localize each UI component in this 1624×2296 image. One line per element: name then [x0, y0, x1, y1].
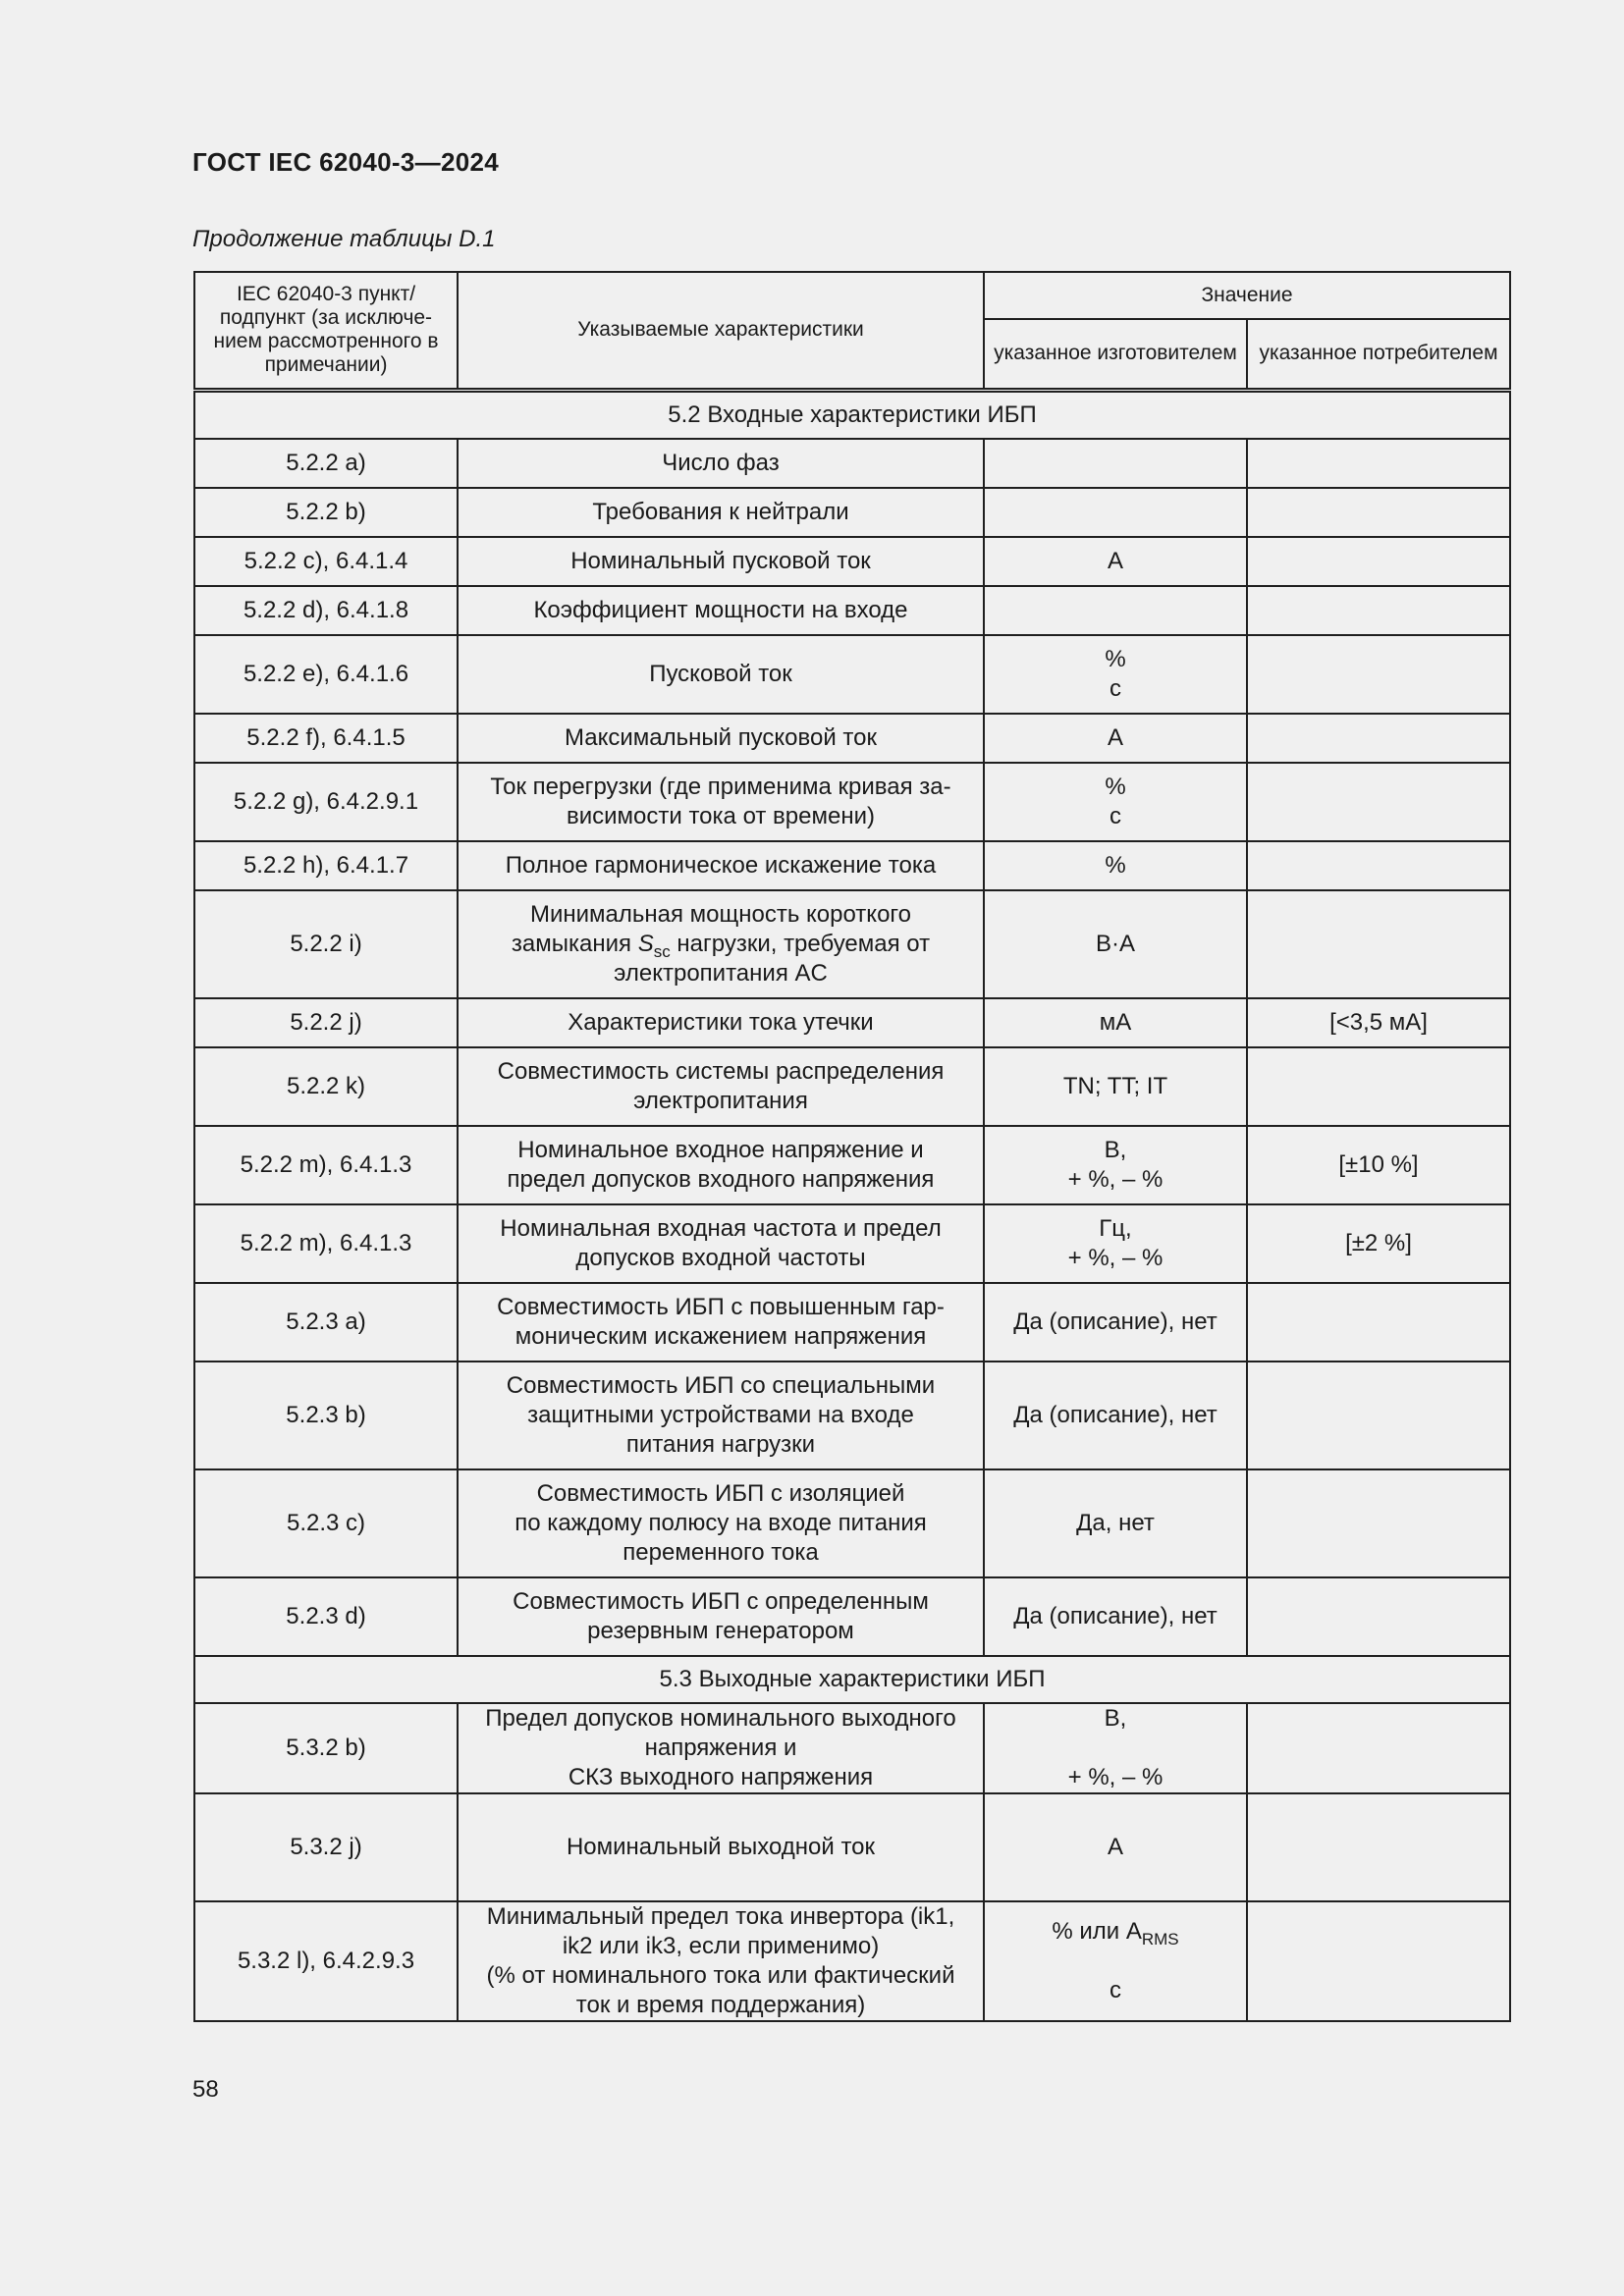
table-row	[194, 1577, 1510, 1656]
table-row	[194, 635, 1510, 714]
clause-cell: 5.2.2 m), 6.4.1.3	[194, 1204, 458, 1283]
header-clause: IEC 62040-3 пункт/ подпункт (за исключе-нием рассмотренного в примечании)	[194, 272, 458, 390]
characteristic-cell: Характеристики тока утечки	[458, 998, 984, 1047]
manufacturer-value-cell: % или $A_{RMS}$ с	[984, 1901, 1247, 2021]
characteristic-cell: Номинальное входное напряжение и предел допусков входного напряжения	[458, 1126, 984, 1204]
table-row	[194, 998, 1510, 1047]
header-value: Значение	[984, 272, 1510, 319]
characteristic-cell: Требования к нейтрали	[458, 488, 984, 537]
characteristic-cell: Совместимость ИБП с повышенным гар- моническим искажением напряжения	[458, 1283, 984, 1362]
table-row	[194, 586, 1510, 635]
clause-cell: 5.2.2 d), 6.4.1.8	[194, 586, 458, 635]
table-caption: Продолжение таблицы D.1	[192, 226, 496, 252]
clause-cell: 5.2.2 a)	[194, 439, 458, 488]
characteristic-cell: Предел допусков номинального выходного напряжения и СКЗ выходного напряжения	[458, 1703, 984, 1793]
table-row	[194, 1204, 1510, 1283]
table-body	[194, 390, 1510, 2021]
header-by-purchaser: указанное потребителем	[1247, 319, 1510, 390]
purchaser-value-cell	[1247, 537, 1510, 586]
characteristic-cell: Номинальный выходной ток	[458, 1793, 984, 1901]
characteristic-cell: Пусковой ток	[458, 635, 984, 714]
purchaser-value-cell	[1247, 890, 1510, 998]
clause-cell: 5.2.2 m), 6.4.1.3	[194, 1126, 458, 1204]
manufacturer-value-cell: %	[984, 841, 1247, 890]
section-title: 5.2 Входные характеристики ИБП	[194, 390, 1510, 439]
manufacturer-value-cell: мА	[984, 998, 1247, 1047]
section-header-row	[194, 1656, 1510, 1703]
clause-cell: 5.2.2 g), 6.4.2.9.1	[194, 763, 458, 841]
manufacturer-value-cell: Да (описание), нет	[984, 1283, 1247, 1362]
characteristic-cell: Совместимость ИБП с изоляцией по каждому полюсу на входе питания переменного тока	[458, 1469, 984, 1577]
purchaser-value-cell	[1247, 1047, 1510, 1126]
manufacturer-value-cell: В·А	[984, 890, 1247, 998]
table-row	[194, 714, 1510, 763]
table-row	[194, 1469, 1510, 1577]
page-number: 58	[192, 2076, 219, 2103]
clause-cell: 5.2.2 h), 6.4.1.7	[194, 841, 458, 890]
manufacturer-value-cell	[984, 586, 1247, 635]
purchaser-value-cell	[1247, 439, 1510, 488]
purchaser-value-cell	[1247, 841, 1510, 890]
clause-cell: 5.2.2 i)	[194, 890, 458, 998]
clause-cell: 5.2.2 j)	[194, 998, 458, 1047]
purchaser-value-cell	[1247, 1901, 1510, 2021]
table-row	[194, 890, 1510, 998]
table-row	[194, 537, 1510, 586]
table-row	[194, 1793, 1510, 1901]
purchaser-value-cell	[1247, 586, 1510, 635]
clause-cell: 5.2.2 k)	[194, 1047, 458, 1126]
header-by-manufacturer: указанное изготовителем	[984, 319, 1247, 390]
clause-cell: 5.2.3 a)	[194, 1283, 458, 1362]
characteristic-cell: Совместимость ИБП с определенным резервным генератором	[458, 1577, 984, 1656]
manufacturer-value-cell: Да (описание), нет	[984, 1577, 1247, 1656]
section-title: 5.3 Выходные характеристики ИБП	[194, 1656, 1510, 1703]
characteristic-cell: Максимальный пусковой ток	[458, 714, 984, 763]
manufacturer-value-cell: A	[984, 714, 1247, 763]
characteristic-cell: Номинальная входная частота и предел допусков входной частоты	[458, 1204, 984, 1283]
manufacturer-value-cell: % с	[984, 635, 1247, 714]
clause-cell: 5.2.2 c), 6.4.1.4	[194, 537, 458, 586]
purchaser-value-cell	[1247, 1703, 1510, 1793]
clause-cell: 5.2.3 b)	[194, 1362, 458, 1469]
characteristics-table	[193, 271, 1511, 2022]
table-row	[194, 1283, 1510, 1362]
manufacturer-value-cell	[984, 488, 1247, 537]
characteristic-cell: Ток перегрузки (где применима кривая за- висимости тока от времени)	[458, 763, 984, 841]
purchaser-value-cell	[1247, 714, 1510, 763]
table-row	[194, 763, 1510, 841]
purchaser-value-cell	[1247, 1283, 1510, 1362]
purchaser-value-cell	[1247, 1362, 1510, 1469]
purchaser-value-cell	[1247, 1577, 1510, 1656]
manufacturer-value-cell: % с	[984, 763, 1247, 841]
characteristic-cell: Минимальный предел тока инвертора (ik1, ik2 или ik3, если применимо) (% от номинального тока или фактический ток и время поддержания)	[458, 1901, 984, 2021]
manufacturer-value-cell: A	[984, 1793, 1247, 1901]
purchaser-value-cell	[1247, 488, 1510, 537]
header-characteristics: Указываемые характеристики	[458, 272, 984, 390]
table-row	[194, 488, 1510, 537]
characteristic-cell: Совместимость системы распределения электропитания	[458, 1047, 984, 1126]
section-header-row	[194, 390, 1510, 439]
manufacturer-value-cell: Да (описание), нет	[984, 1362, 1247, 1469]
manufacturer-value-cell: Да, нет	[984, 1469, 1247, 1577]
table-row	[194, 1703, 1510, 1793]
clause-cell: 5.3.2 j)	[194, 1793, 458, 1901]
characteristic-cell: Полное гармоническое искажение тока	[458, 841, 984, 890]
characteristic-cell: Минимальная мощность короткого замыкания $S_{sc}$ нагрузки, требуемая от электропитания AC	[458, 890, 984, 998]
table-row	[194, 1126, 1510, 1204]
table-row	[194, 841, 1510, 890]
characteristic-cell: Номинальный пусковой ток	[458, 537, 984, 586]
clause-cell: 5.2.2 f), 6.4.1.5	[194, 714, 458, 763]
manufacturer-value-cell: Гц, + %, – %	[984, 1204, 1247, 1283]
manufacturer-value-cell: В, + %, – %	[984, 1703, 1247, 1793]
table-row	[194, 1362, 1510, 1469]
manufacturer-value-cell: В, + %, – %	[984, 1126, 1247, 1204]
table-row	[194, 1047, 1510, 1126]
table-row	[194, 1901, 1510, 2021]
clause-cell: 5.3.2 b)	[194, 1703, 458, 1793]
clause-cell: 5.2.2 b)	[194, 488, 458, 537]
purchaser-value-cell: [<3,5 мА]	[1247, 998, 1510, 1047]
document-title: ГОСТ IEC 62040-3—2024	[192, 147, 499, 177]
purchaser-value-cell	[1247, 1469, 1510, 1577]
manufacturer-value-cell	[984, 439, 1247, 488]
clause-cell: 5.3.2 l), 6.4.2.9.3	[194, 1901, 458, 2021]
characteristic-cell: Коэффициент мощности на входе	[458, 586, 984, 635]
purchaser-value-cell: [±2 %]	[1247, 1204, 1510, 1283]
characteristic-cell: Число фаз	[458, 439, 984, 488]
clause-cell: 5.2.3 d)	[194, 1577, 458, 1656]
clause-cell: 5.2.3 c)	[194, 1469, 458, 1577]
clause-cell: 5.2.2 e), 6.4.1.6	[194, 635, 458, 714]
manufacturer-value-cell: TN; TT; IT	[984, 1047, 1247, 1126]
purchaser-value-cell	[1247, 763, 1510, 841]
purchaser-value-cell	[1247, 635, 1510, 714]
manufacturer-value-cell: A	[984, 537, 1247, 586]
purchaser-value-cell	[1247, 1793, 1510, 1901]
table-row	[194, 439, 1510, 488]
purchaser-value-cell: [±10 %]	[1247, 1126, 1510, 1204]
characteristic-cell: Совместимость ИБП со специальными защитными устройствами на входе питания нагрузки	[458, 1362, 984, 1469]
